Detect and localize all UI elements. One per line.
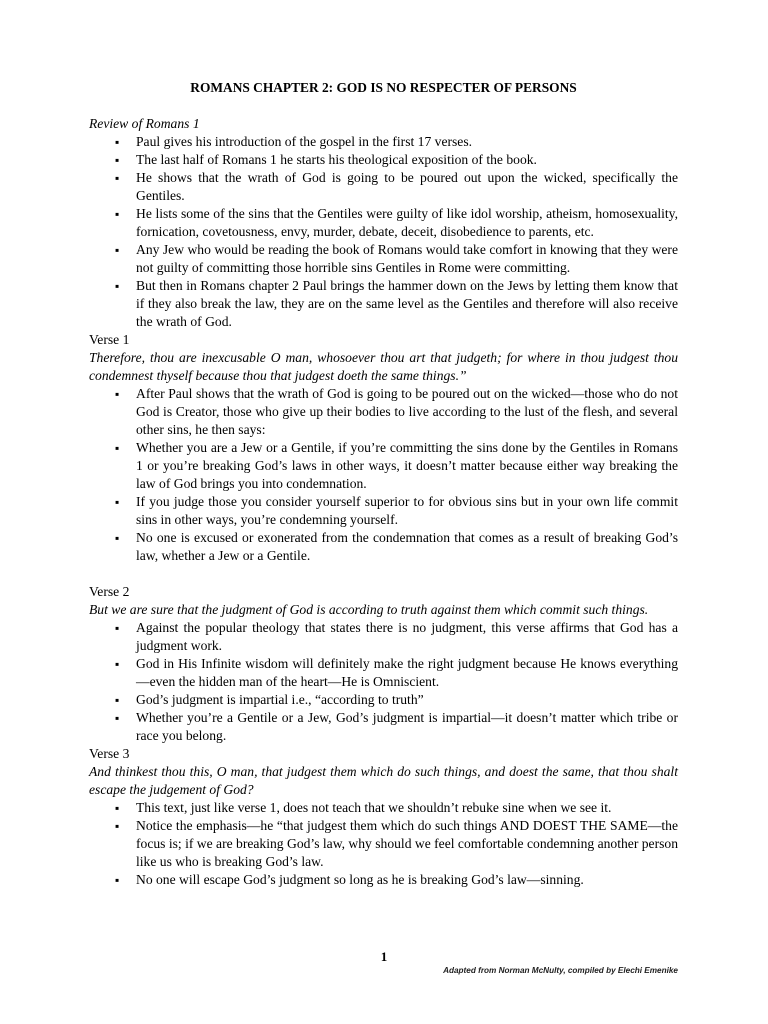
section-verse-1 bbox=[89, 331, 678, 565]
list-item: ▪ If you judge those you consider yourself superior to for obvious sins but in your own life commit sins in other ways, you’re condemning yourself. bbox=[89, 493, 678, 529]
list-item: ▪ Any Jew who would be reading the book of Romans would take comfort in knowing that they were not guilty of committing those horrible sins Gentiles in Rome were committing. bbox=[89, 241, 678, 277]
list-item: ▪ No one is excused or exonerated from the condemnation that comes as a result of breaking God’s law, whether a Jew or a Gentile. bbox=[89, 529, 678, 565]
list-item: ▪ God in His Infinite wisdom will definitely make the right judgment because He knows everything—even the hidden man of the heart—He is Omniscient. bbox=[89, 655, 678, 691]
section-verse-3 bbox=[89, 745, 678, 889]
list-item: ▪ Against the popular theology that states there is no judgment, this verse affirms that God has a judgment work. bbox=[89, 619, 678, 655]
list-item: ▪ Whether you are a Jew or a Gentile, if you’re committing the sins done by the Gentiles in Romans 1 or you’re breaking God’s laws in other ways, it doesn’t matter because either way breaking the law of God brings you into condemnation. bbox=[89, 439, 678, 493]
list-item: ▪ He shows that the wrath of God is going to be poured out upon the wicked, specifically the Gentiles. bbox=[89, 169, 678, 205]
section-review bbox=[89, 115, 678, 331]
page-number: 1 bbox=[380, 949, 388, 964]
verse-3-heading: Verse 3 bbox=[89, 746, 130, 761]
verse-3-quote: And thinkest thou this, O man, that judgest them which do such things, and doest the same, that thou shalt escape the judgement of God? bbox=[89, 764, 678, 797]
list-item: ▪ Whether you’re a Gentile or a Jew, God’s judgment is impartial—it doesn’t matter which tribe or race you belong. bbox=[89, 709, 678, 745]
section-verse-2 bbox=[89, 583, 678, 745]
document-page bbox=[89, 78, 678, 889]
list-item: ▪ No one will escape God’s judgment so long as he is breaking God’s law—sinning. bbox=[89, 871, 678, 889]
review-heading: Review of Romans 1 bbox=[89, 116, 200, 131]
list-item: ▪ Notice the emphasis—he “that judgest them which do such things AND DOEST THE SAME—the focus is; if we are breaking God’s law, why should we feel comfortable condemning another person like us who is breaking God’s law. bbox=[89, 817, 678, 871]
list-item: ▪ This text, just like verse 1, does not teach that we shouldn’t rebuke sine when we see it. bbox=[89, 799, 678, 817]
review-bullet-list bbox=[89, 133, 678, 331]
list-item: ▪ After Paul shows that the wrath of God is going to be poured out on the wicked—those who do not God is Creator, those who give up their bodies to live according to the lust of the flesh, and several other sins, he then says: bbox=[89, 385, 678, 439]
list-item: ▪ Paul gives his introduction of the gospel in the first 17 verses. bbox=[89, 133, 678, 151]
list-item: ▪ God’s judgment is impartial i.e., “according to truth” bbox=[89, 691, 678, 709]
verse-2-quote: But we are sure that the judgment of God is according to truth against them which commit such things. bbox=[89, 602, 649, 617]
list-item: ▪ He lists some of the sins that the Gentiles were guilty of like idol worship, atheism, homosexuality, fornication, covetousness, envy, murder, debate, deceit, disobedience to parents, etc. bbox=[89, 205, 678, 241]
list-item: ▪ But then in Romans chapter 2 Paul brings the hammer down on the Jews by letting them know that if they also break the law, they are on the same level as the Gentiles and therefore will also receive the wrath of God. bbox=[89, 277, 678, 331]
footer-credit: Adapted from Norman McNulty, compiled by Elechi Emenike bbox=[443, 966, 678, 975]
list-item: ▪ The last half of Romans 1 he starts his theological exposition of the book. bbox=[89, 151, 678, 169]
verse-1-bullet-list bbox=[89, 385, 678, 565]
verse-2-bullet-list bbox=[89, 619, 678, 745]
verse-1-heading: Verse 1 bbox=[89, 332, 130, 347]
document-title: ROMANS CHAPTER 2: GOD IS NO RESPECTER OF PERSONS bbox=[190, 80, 577, 95]
verse-2-heading: Verse 2 bbox=[89, 584, 130, 599]
verse-1-quote: Therefore, thou are inexcusable O man, whosoever thou art that judgeth; for where in thou judgest thou condemnest thyself because thou that judgest doeth the same things.” bbox=[89, 350, 678, 383]
verse-3-bullet-list bbox=[89, 799, 678, 889]
spacer bbox=[89, 565, 678, 583]
